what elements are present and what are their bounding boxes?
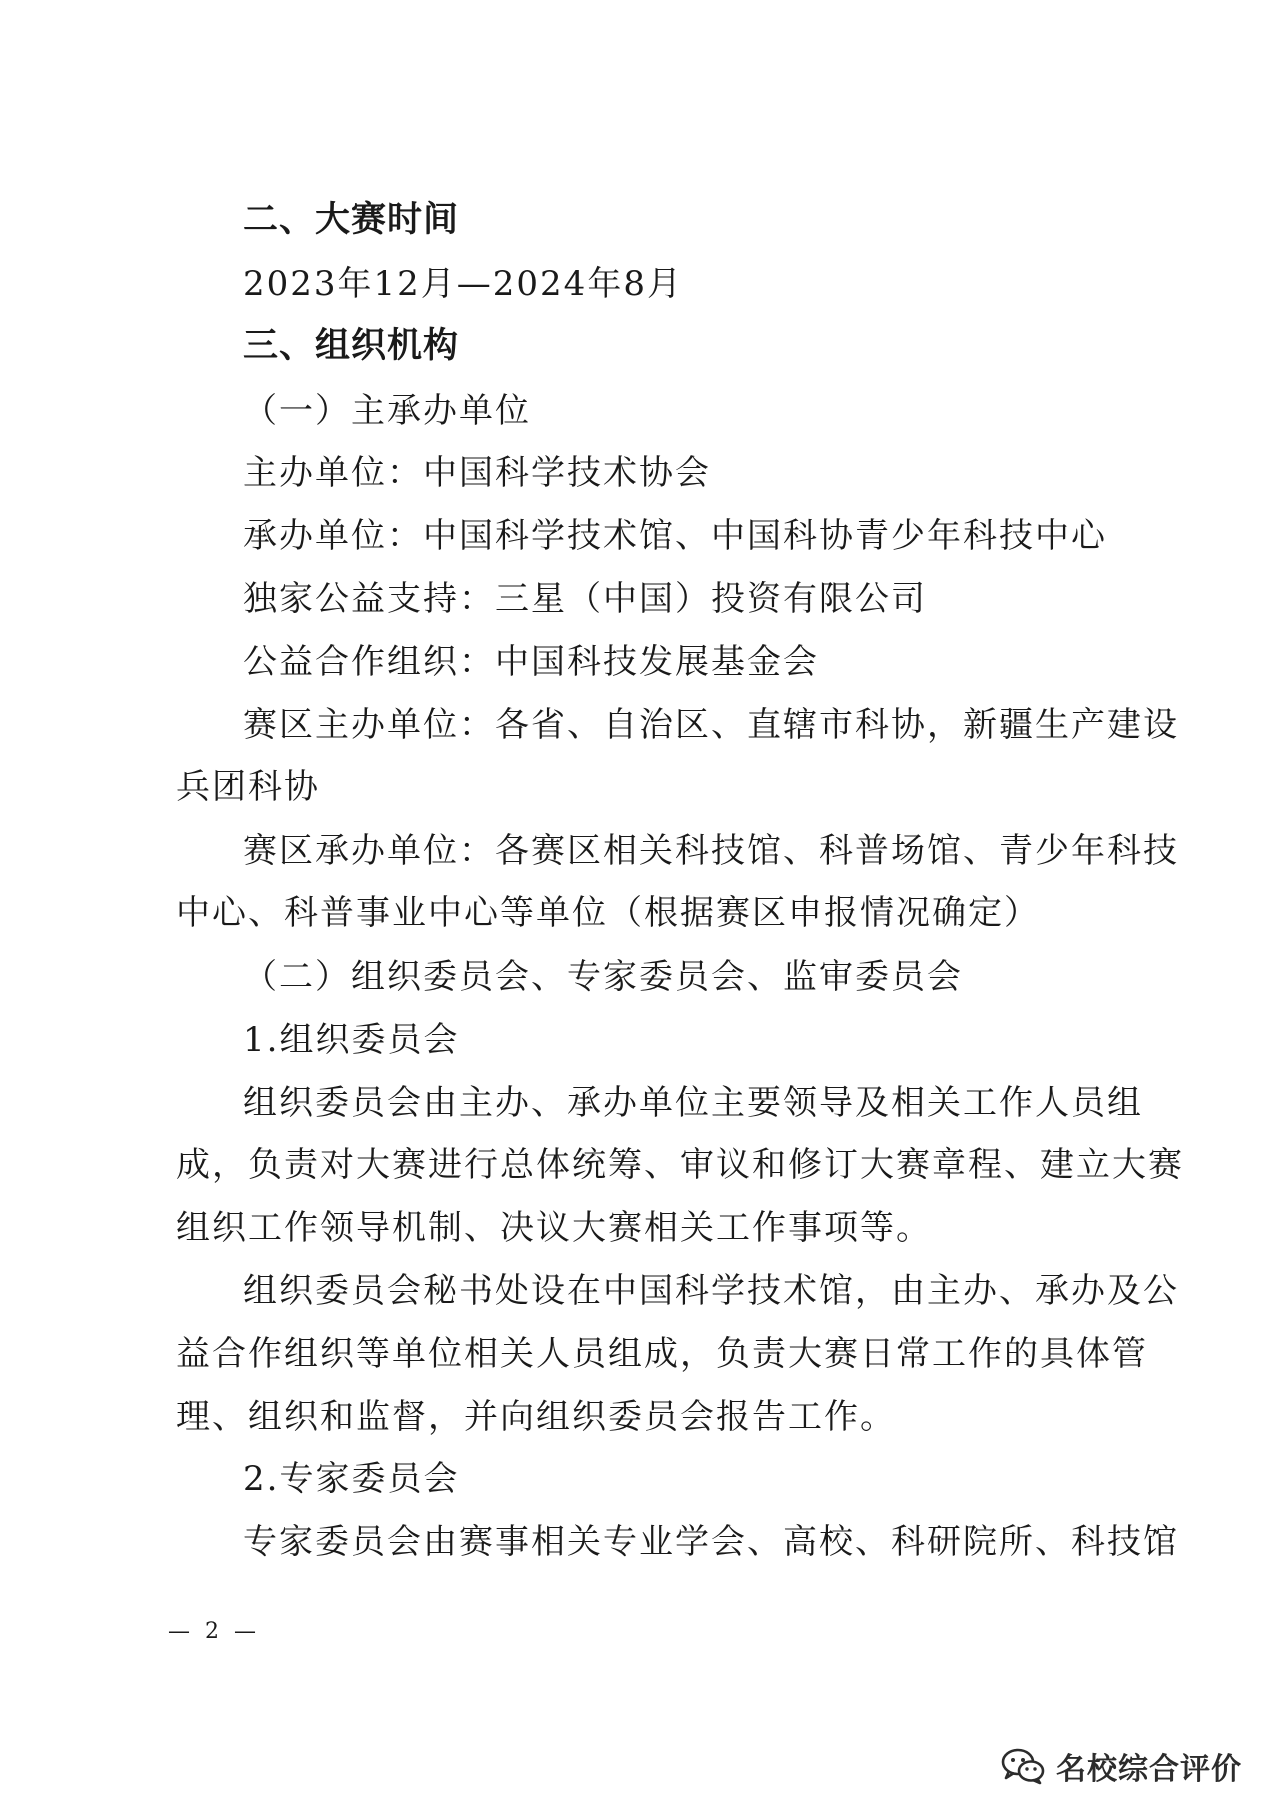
wechat-icon [1000, 1746, 1046, 1786]
body-line: 专家委员会由赛事相关专业学会、高校、科研院所、科技馆 [243, 1522, 1179, 1562]
body-line: 2023年12月—2024年8月 [243, 264, 683, 304]
body-line: 理、组织和监督，并向组织委员会报告工作。 [176, 1397, 896, 1437]
body-line: 2.专家委员会 [243, 1459, 460, 1499]
subsection-heading: （一）主承办单位 [243, 391, 531, 431]
watermark-text: 名校综合评价 [1056, 1752, 1242, 1787]
section-heading: 三、组织机构 [243, 326, 460, 366]
watermark [1000, 1744, 1242, 1788]
section-heading: 二、大赛时间 [243, 200, 460, 240]
body-line: 成，负责对大赛进行总体统筹、审议和修订大赛章程、建立大赛 [176, 1145, 1184, 1185]
body-line: 1.组织委员会 [243, 1020, 460, 1060]
body-line: 独家公益支持：三星（中国）投资有限公司 [243, 579, 927, 619]
page-number: — 2 — [168, 1619, 260, 1644]
body-line: 公益合作组织：中国科技发展基金会 [243, 642, 819, 682]
body-line: 主办单位：中国科学技术协会 [243, 453, 711, 493]
body-line: 组织委员会秘书处设在中国科学技术馆，由主办、承办及公 [243, 1271, 1179, 1311]
body-line: 赛区主办单位：各省、自治区、直辖市科协，新疆生产建设 [243, 705, 1179, 745]
body-line: 组织委员会由主办、承办单位主要领导及相关工作人员组 [243, 1083, 1143, 1123]
body-line: 中心、科普事业中心等单位（根据赛区申报情况确定） [176, 893, 1040, 933]
body-line: 赛区承办单位：各赛区相关科技馆、科普场馆、青少年科技 [243, 831, 1179, 871]
body-line: 组织工作领导机制、决议大赛相关工作事项等。 [176, 1208, 932, 1248]
body-line: 兵团科协 [176, 767, 320, 807]
body-line: 承办单位：中国科学技术馆、中国科协青少年科技中心 [243, 516, 1107, 556]
subsection-heading: （二）组织委员会、专家委员会、监审委员会 [243, 957, 963, 997]
body-line: 益合作组织等单位相关人员组成，负责大赛日常工作的具体管 [176, 1334, 1148, 1374]
